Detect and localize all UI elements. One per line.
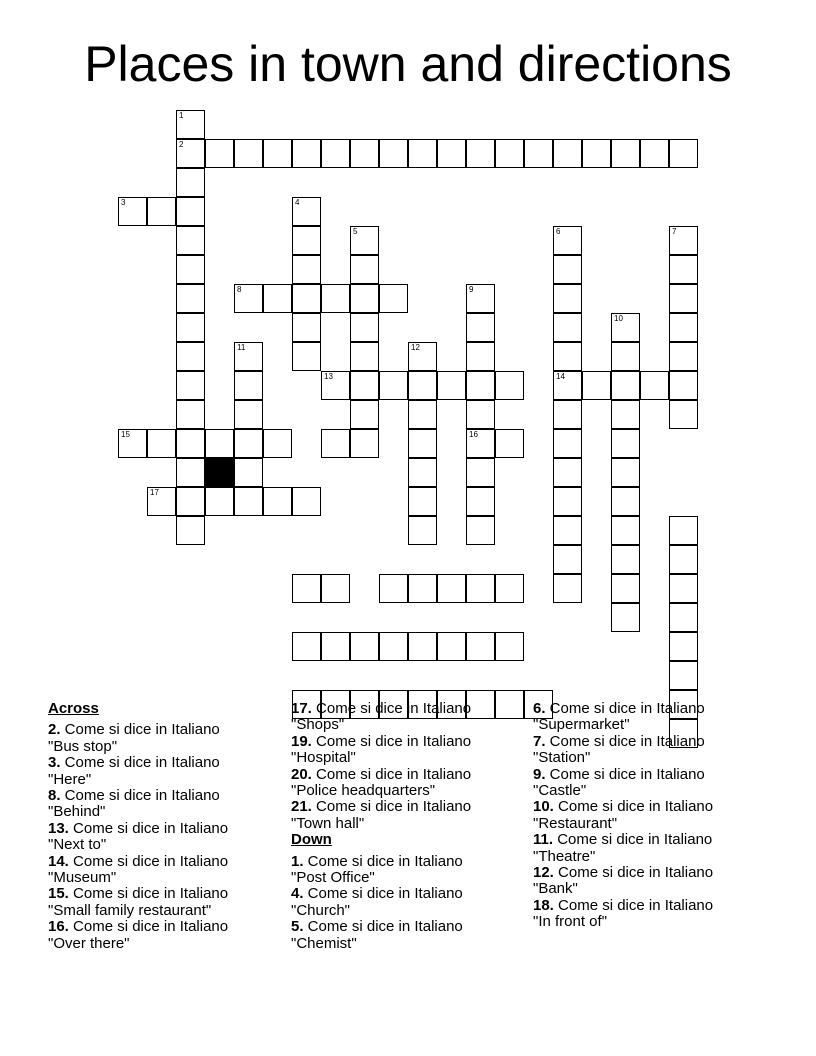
grid-cell[interactable]: [408, 516, 437, 545]
grid-cell[interactable]: [292, 487, 321, 516]
clue-number: 6: [556, 227, 561, 236]
grid-cell[interactable]: [553, 139, 582, 168]
grid-cell[interactable]: [466, 429, 495, 458]
grid-cell[interactable]: [350, 284, 379, 313]
clue-label-number: 3.: [48, 754, 61, 772]
clue-text: Come si dice in Italiano: [68, 819, 229, 837]
grid-cell[interactable]: [669, 342, 698, 371]
clue-english-word: "Shops": [291, 716, 345, 734]
grid-cell[interactable]: [611, 487, 640, 516]
clue-number: 14: [556, 372, 565, 381]
clue-english-word: "Bus stop": [48, 737, 118, 755]
clue-label-number: 14.: [48, 852, 69, 870]
grid-cell[interactable]: [350, 429, 379, 458]
grid-cell[interactable]: [669, 313, 698, 342]
grid-cell[interactable]: [379, 139, 408, 168]
clue-text: Come si dice in Italiano: [68, 852, 229, 870]
clue-english-word: "Museum": [48, 869, 117, 887]
grid-cell[interactable]: [611, 545, 640, 574]
clue-text: Come si dice in Italiano: [311, 700, 472, 717]
grid-cell[interactable]: [553, 400, 582, 429]
grid-cell[interactable]: [263, 487, 292, 516]
clue-english-word: "Here": [48, 770, 92, 788]
clue-label-number: 7.: [533, 732, 546, 750]
clue-text: Come si dice in Italiano: [545, 732, 705, 750]
clue-column-1: [48, 701, 280, 952]
grid-cell[interactable]: [495, 632, 524, 661]
grid-cell[interactable]: [176, 313, 205, 342]
grid-cell[interactable]: [176, 429, 205, 458]
grid-cell[interactable]: [147, 487, 176, 516]
clue-label-number: 11.: [533, 831, 554, 849]
grid-cell[interactable]: [611, 516, 640, 545]
clue-label-number: 19.: [291, 732, 312, 750]
clue-english-word: "Bank": [533, 880, 578, 898]
grid-cell[interactable]: [611, 603, 640, 632]
grid-cell[interactable]: [524, 139, 553, 168]
grid-cell[interactable]: [669, 574, 698, 603]
grid-cell[interactable]: [263, 139, 292, 168]
grid-cell[interactable]: [437, 574, 466, 603]
grid-cell[interactable]: [321, 574, 350, 603]
clue-text: Come si dice in Italiano: [311, 765, 472, 783]
grid-cell[interactable]: [321, 632, 350, 661]
clue-number: 4: [295, 198, 300, 207]
clue-item: [291, 886, 523, 919]
grid-cell[interactable]: [321, 139, 350, 168]
clue-number: 13: [324, 372, 333, 381]
grid-cell[interactable]: [379, 574, 408, 603]
grid-cell[interactable]: [466, 139, 495, 168]
clue-label-number: 18.: [533, 896, 554, 914]
grid-cell[interactable]: [553, 545, 582, 574]
clue-item: [533, 898, 765, 931]
grid-cell[interactable]: [669, 516, 698, 545]
clue-number: 3: [121, 198, 126, 207]
grid-cell[interactable]: [379, 371, 408, 400]
grid-cell[interactable]: [350, 400, 379, 429]
clue-label-number: 2.: [48, 721, 61, 739]
grid-cell[interactable]: [553, 226, 582, 255]
clue-item: [48, 788, 280, 821]
clue-text: Come si dice in Italiano: [553, 798, 714, 816]
grid-cell[interactable]: [263, 429, 292, 458]
grid-cell[interactable]: [234, 342, 263, 371]
clue-text: Come si dice in Italiano: [545, 765, 705, 783]
clue-item: [48, 821, 280, 854]
clue-english-word: "Supermarket": [533, 716, 630, 734]
clue-english-word: "Small family restaurant": [48, 901, 212, 919]
clue-label-number: 1.: [291, 852, 304, 870]
grid-cell[interactable]: [466, 400, 495, 429]
grid-cell[interactable]: [321, 284, 350, 313]
clue-number: 16: [469, 430, 478, 439]
grid-cell[interactable]: [118, 429, 147, 458]
clue-label-number: 15.: [48, 885, 69, 903]
clue-number: 7: [672, 227, 677, 236]
grid-cell[interactable]: [611, 458, 640, 487]
grid-cell[interactable]: [640, 371, 669, 400]
grid-cell[interactable]: [669, 603, 698, 632]
clue-english-word: "Town hall": [291, 814, 365, 832]
grid-cell[interactable]: [234, 139, 263, 168]
black-square: [205, 458, 234, 487]
grid-cell[interactable]: [147, 197, 176, 226]
grid-cell[interactable]: [669, 284, 698, 313]
grid-cell[interactable]: [611, 371, 640, 400]
grid-cell[interactable]: [495, 371, 524, 400]
clue-number: 8: [237, 285, 242, 294]
grid-cell[interactable]: [176, 255, 205, 284]
clue-label-number: 17.: [291, 700, 312, 717]
grid-cell[interactable]: [611, 139, 640, 168]
clue-english-word: "Hospital": [291, 749, 356, 767]
grid-cell[interactable]: [553, 458, 582, 487]
grid-cell[interactable]: [118, 197, 147, 226]
clue-english-word: "In front of": [533, 913, 608, 931]
clue-number: 11: [237, 343, 246, 352]
clue-english-word: "Theatre": [533, 847, 596, 865]
grid-cell[interactable]: [611, 574, 640, 603]
grid-cell[interactable]: [466, 458, 495, 487]
grid-cell[interactable]: [408, 400, 437, 429]
grid-cell[interactable]: [176, 168, 205, 197]
clue-label-number: 5.: [291, 918, 304, 936]
grid-cell[interactable]: [669, 226, 698, 255]
clue-item: [533, 865, 765, 898]
grid-cell[interactable]: [234, 284, 263, 313]
clue-number: 1: [179, 111, 184, 120]
clue-text: Come si dice in Italiano: [60, 754, 220, 772]
grid-cell[interactable]: [553, 371, 582, 400]
clue-english-word: "Station": [533, 749, 591, 767]
clue-number: 10: [614, 314, 623, 323]
clue-item: [48, 854, 280, 887]
grid-cell[interactable]: [437, 139, 466, 168]
grid-cell[interactable]: [466, 371, 495, 400]
grid-cell[interactable]: [350, 226, 379, 255]
clue-item: [48, 919, 280, 952]
grid-cell[interactable]: [669, 400, 698, 429]
grid-cell[interactable]: [466, 574, 495, 603]
grid-cell[interactable]: [553, 574, 582, 603]
grid-cell[interactable]: [669, 371, 698, 400]
clue-english-word: "Behind": [48, 803, 106, 821]
grid-cell[interactable]: [611, 429, 640, 458]
grid-cell[interactable]: [408, 342, 437, 371]
grid-cell[interactable]: [408, 371, 437, 400]
clue-label-number: 20.: [291, 765, 312, 783]
clue-item: [533, 767, 765, 800]
clue-text: Come si dice in Italiano: [311, 732, 472, 750]
clue-label-number: 16.: [48, 918, 69, 936]
grid-cell[interactable]: [176, 371, 205, 400]
grid-cell[interactable]: [350, 255, 379, 284]
grid-cell[interactable]: [292, 226, 321, 255]
clue-label-number: 10.: [533, 798, 554, 816]
grid-cell[interactable]: [205, 487, 234, 516]
grid-cell[interactable]: [408, 487, 437, 516]
grid-cell[interactable]: [350, 371, 379, 400]
clue-label-number: 13.: [48, 819, 69, 837]
clue-item: [291, 734, 523, 767]
grid-cell[interactable]: [350, 139, 379, 168]
grid-cell[interactable]: [176, 400, 205, 429]
clue-english-word: "Church": [291, 901, 351, 919]
clue-text: Come si dice in Italiano: [311, 798, 472, 816]
grid-cell[interactable]: [263, 284, 292, 313]
clue-label-number: 6.: [533, 700, 546, 717]
clue-text: Come si dice in Italiano: [545, 700, 705, 717]
grid-cell[interactable]: [466, 342, 495, 371]
clue-number: 15: [121, 430, 130, 439]
grid-cell[interactable]: [553, 284, 582, 313]
grid-cell[interactable]: [176, 197, 205, 226]
grid-cell[interactable]: [408, 429, 437, 458]
grid-cell[interactable]: [553, 342, 582, 371]
clue-label-number: 8.: [48, 787, 61, 805]
grid-cell[interactable]: [176, 284, 205, 313]
clue-text: Come si dice in Italiano: [60, 721, 220, 739]
clue-item: [291, 701, 523, 734]
grid-cell[interactable]: [350, 342, 379, 371]
grid-cell[interactable]: [553, 487, 582, 516]
clue-item: [48, 886, 280, 919]
clue-item: [533, 701, 765, 734]
grid-cell[interactable]: [669, 255, 698, 284]
clue-label-number: 12.: [533, 864, 554, 882]
grid-cell[interactable]: [205, 139, 234, 168]
grid-cell[interactable]: [466, 516, 495, 545]
clue-number: 17: [150, 488, 159, 497]
clue-label-number: 21.: [291, 798, 312, 816]
clue-text: Come si dice in Italiano: [303, 852, 463, 870]
clue-item: [291, 919, 523, 952]
clue-text: Come si dice in Italiano: [60, 787, 220, 805]
clue-text: Come si dice in Italiano: [68, 918, 229, 936]
grid-cell[interactable]: [205, 429, 234, 458]
grid-cell[interactable]: [408, 632, 437, 661]
grid-cell[interactable]: [234, 487, 263, 516]
clue-item: [48, 722, 280, 755]
grid-cell[interactable]: [495, 574, 524, 603]
clue-item: [48, 755, 280, 788]
clue-text: Come si dice in Italiano: [68, 885, 229, 903]
clue-english-word: "Post Office": [291, 869, 375, 887]
clue-english-word: "Next to": [48, 836, 107, 854]
grid-cell[interactable]: [292, 574, 321, 603]
grid-cell[interactable]: [553, 255, 582, 284]
grid-cell[interactable]: [495, 429, 524, 458]
clue-english-word: "Restaurant": [533, 814, 618, 832]
clue-english-word: "Police headquarters": [291, 782, 436, 800]
grid-cell[interactable]: [437, 371, 466, 400]
grid-cell[interactable]: [582, 139, 611, 168]
across-heading: Across: [48, 700, 99, 717]
grid-cell[interactable]: [176, 226, 205, 255]
down-heading: Down: [291, 831, 332, 849]
clue-item: [291, 799, 523, 832]
clue-number: 9: [469, 285, 474, 294]
clue-english-word: "Chemist": [291, 934, 357, 952]
grid-cell[interactable]: [669, 661, 698, 690]
grid-cell[interactable]: [147, 429, 176, 458]
grid-cell[interactable]: [292, 284, 321, 313]
clue-number: 5: [353, 227, 358, 236]
grid-cell[interactable]: [669, 545, 698, 574]
grid-cell[interactable]: [176, 516, 205, 545]
grid-cell[interactable]: [292, 342, 321, 371]
grid-cell[interactable]: [408, 574, 437, 603]
clue-label-number: 9.: [533, 765, 546, 783]
grid-cell[interactable]: [176, 139, 205, 168]
clue-english-word: "Castle": [533, 782, 587, 800]
grid-cell[interactable]: [466, 487, 495, 516]
grid-cell[interactable]: [234, 371, 263, 400]
grid-cell[interactable]: [234, 458, 263, 487]
grid-cell[interactable]: [611, 342, 640, 371]
grid-cell[interactable]: [669, 139, 698, 168]
clue-text: Come si dice in Italiano: [303, 885, 463, 903]
grid-cell[interactable]: [176, 110, 205, 139]
grid-cell[interactable]: [321, 429, 350, 458]
grid-cell[interactable]: [611, 400, 640, 429]
grid-cell[interactable]: [495, 139, 524, 168]
grid-cell[interactable]: [292, 139, 321, 168]
grid-cell[interactable]: [321, 371, 350, 400]
clue-number: 12: [411, 343, 420, 352]
clue-text: Come si dice in Italiano: [553, 864, 714, 882]
clue-text: Come si dice in Italiano: [303, 918, 463, 936]
clue-column-2: [291, 701, 523, 952]
grid-cell[interactable]: [408, 139, 437, 168]
clue-text: Come si dice in Italiano: [553, 831, 713, 849]
grid-cell[interactable]: [176, 487, 205, 516]
clue-item: [291, 767, 523, 800]
grid-cell[interactable]: [292, 255, 321, 284]
grid-cell[interactable]: [553, 516, 582, 545]
grid-cell[interactable]: [553, 429, 582, 458]
grid-cell[interactable]: [466, 313, 495, 342]
grid-cell[interactable]: [176, 342, 205, 371]
grid-cell[interactable]: [669, 632, 698, 661]
grid-cell[interactable]: [466, 632, 495, 661]
clue-number: 2: [179, 140, 184, 149]
grid-cell[interactable]: [553, 313, 582, 342]
clue-label-number: 4.: [291, 885, 304, 903]
clue-text: Come si dice in Italiano: [553, 896, 714, 914]
grid-cell[interactable]: [350, 313, 379, 342]
clue-item: [291, 854, 523, 887]
clue-item: [533, 832, 765, 865]
clue-english-word: "Over there": [48, 934, 130, 952]
grid-cell[interactable]: [379, 632, 408, 661]
clue-item: [533, 734, 765, 767]
grid-cell[interactable]: [640, 139, 669, 168]
clue-item: [533, 799, 765, 832]
grid-cell[interactable]: [466, 284, 495, 313]
grid-cell[interactable]: [292, 632, 321, 661]
grid-cell[interactable]: [292, 313, 321, 342]
grid-cell[interactable]: [292, 197, 321, 226]
grid-cell[interactable]: [437, 632, 466, 661]
grid-cell[interactable]: [611, 313, 640, 342]
grid-cell[interactable]: [350, 632, 379, 661]
grid-cell[interactable]: [582, 371, 611, 400]
grid-cell[interactable]: [408, 458, 437, 487]
page-title: Places in town and directions: [84, 36, 732, 92]
grid-cell[interactable]: [234, 429, 263, 458]
grid-cell[interactable]: [379, 284, 408, 313]
grid-cell[interactable]: [234, 400, 263, 429]
grid-cell[interactable]: [176, 458, 205, 487]
clue-column-3: [533, 701, 765, 931]
